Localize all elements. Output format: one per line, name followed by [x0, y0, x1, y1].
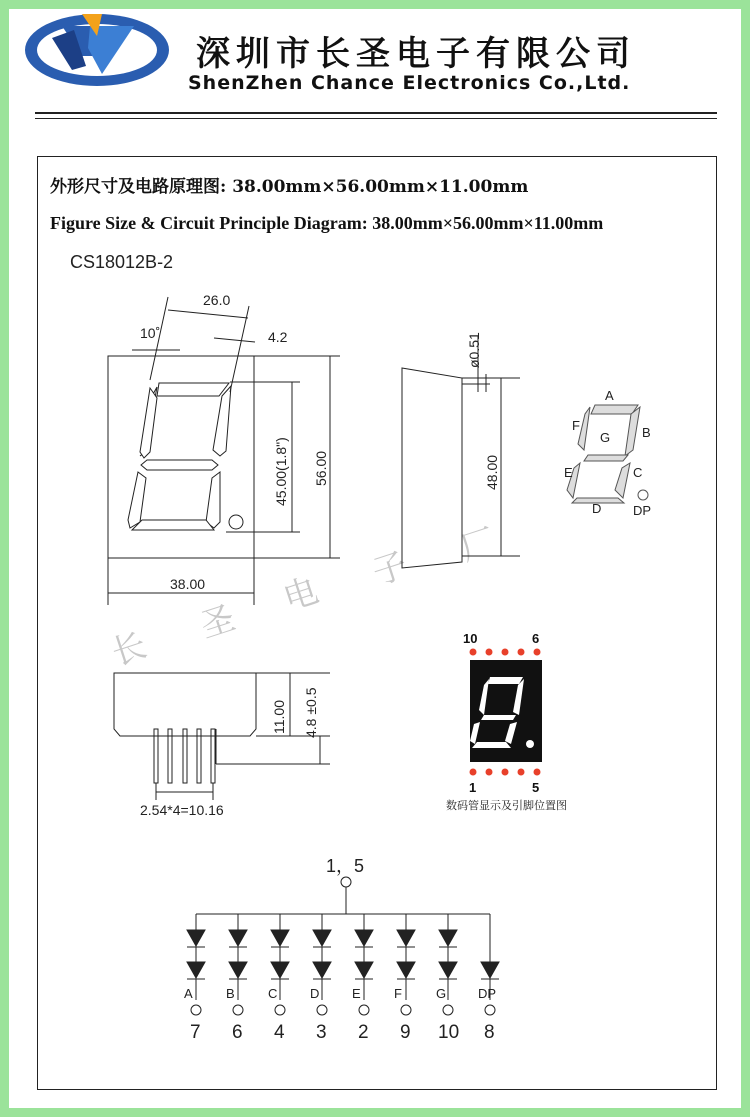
circuit-segment-label: G — [436, 986, 447, 1001]
circuit-pin-number: 9 — [400, 1022, 411, 1043]
dim-pin-length: 4.8 ±0.5 — [303, 687, 319, 738]
common-pin-label: 1，5 — [326, 856, 365, 876]
led-diode — [397, 962, 415, 978]
dim-pin-height: 48.00 — [484, 454, 500, 490]
dim-width: 38.00 — [170, 576, 206, 592]
circuit-pin-number: 2 — [358, 1022, 369, 1043]
watermark-char: 子 — [367, 545, 413, 593]
watermark — [107, 522, 500, 673]
dim-digit-height: 45.00(1.8") — [273, 437, 289, 506]
company-name-en: ShenZhen Chance Electronics Co.,Ltd. — [188, 72, 631, 94]
title-en: Figure Size & Circuit Principle Diagram: 38.00mm×56.00mm×11.00mm — [50, 213, 604, 233]
circuit-segment-label: A — [184, 986, 193, 1001]
circuit-pin-number: 10 — [438, 1022, 460, 1043]
led-diode — [397, 930, 415, 946]
pin-label-1: 1 — [469, 780, 477, 795]
pin-view-caption: 数码管显示及引脚位置图 — [446, 800, 567, 812]
watermark-char: 长 — [107, 626, 152, 674]
circuit-segment-label: D — [310, 986, 320, 1001]
led-diode — [481, 962, 499, 978]
circuit-pin-number: 6 — [232, 1022, 243, 1043]
pin-terminal — [485, 1005, 495, 1015]
dim-pin-diameter: ø0.51 — [466, 332, 482, 368]
side-view-dims — [466, 332, 500, 490]
segment-label-g: G — [600, 430, 611, 445]
led-diode — [229, 930, 247, 946]
led-diode — [313, 962, 331, 978]
led-diode — [187, 930, 205, 946]
led-diode — [439, 930, 457, 946]
segment-label-dp: DP — [633, 503, 652, 518]
pin-terminal — [233, 1005, 243, 1015]
circuit-segment-label: C — [268, 986, 278, 1001]
led-diode — [229, 962, 247, 978]
led-diode — [439, 962, 457, 978]
pin-terminal — [191, 1005, 201, 1015]
pin-label-10: 10 — [463, 631, 478, 646]
pin-terminal — [317, 1005, 327, 1015]
circuit-segment-label: F — [394, 986, 402, 1001]
segment-label-e: E — [564, 465, 573, 480]
led-diode — [355, 930, 373, 946]
pin-label-5: 5 — [532, 780, 540, 795]
circuit-pin-number: 4 — [274, 1022, 285, 1043]
circuit-pin-number: 3 — [316, 1022, 327, 1043]
company-name-cn: 深圳市长圣电子有限公司 — [196, 34, 636, 74]
dim-offset: 4.2 — [268, 329, 288, 345]
circuit-segment-label: B — [226, 986, 235, 1001]
led-diode — [355, 962, 373, 978]
led-diode — [271, 930, 289, 946]
pin-terminal — [359, 1005, 369, 1015]
pin-terminal — [401, 1005, 411, 1015]
pin-terminal — [275, 1005, 285, 1015]
circuit-segment-label: E — [352, 986, 361, 1001]
dim-top-width: 26.0 — [203, 292, 231, 308]
watermark-char: 圣 — [195, 598, 240, 646]
model-number: CS18012B-2 — [70, 252, 174, 272]
segment-label-a: A — [605, 388, 614, 403]
bottom-view — [114, 673, 330, 800]
front-view-dims — [140, 292, 329, 592]
led-diode — [313, 930, 331, 946]
led-diode — [187, 962, 205, 978]
circuit-pin-number: 7 — [190, 1022, 201, 1043]
front-view — [108, 297, 340, 605]
dim-angle: 10˚ — [140, 325, 161, 341]
segment-label-f: F — [572, 418, 580, 433]
circuit-pin-number: 8 — [484, 1022, 495, 1043]
dim-height: 56.00 — [313, 450, 329, 486]
pin-position-view — [446, 631, 567, 812]
watermark-char: 厂 — [455, 521, 501, 569]
bottom-view-dims — [140, 687, 319, 818]
segment-label-d: D — [592, 501, 602, 516]
segment-label-c: C — [633, 465, 643, 480]
dim-depth: 11.00 — [271, 700, 287, 734]
led-diode — [271, 962, 289, 978]
dim-pin-pitch: 2.54*4=10.16 — [140, 802, 224, 818]
watermark-char: 电 — [278, 571, 323, 619]
pin-label-6: 6 — [532, 631, 540, 646]
segment-label-b: B — [642, 425, 651, 440]
title-cn: 外形尺寸及电路原理图: 38.00mm×56.00mm×11.00mm — [50, 177, 529, 197]
pin-terminal — [443, 1005, 453, 1015]
circuit-segment-label: DP — [478, 986, 497, 1001]
